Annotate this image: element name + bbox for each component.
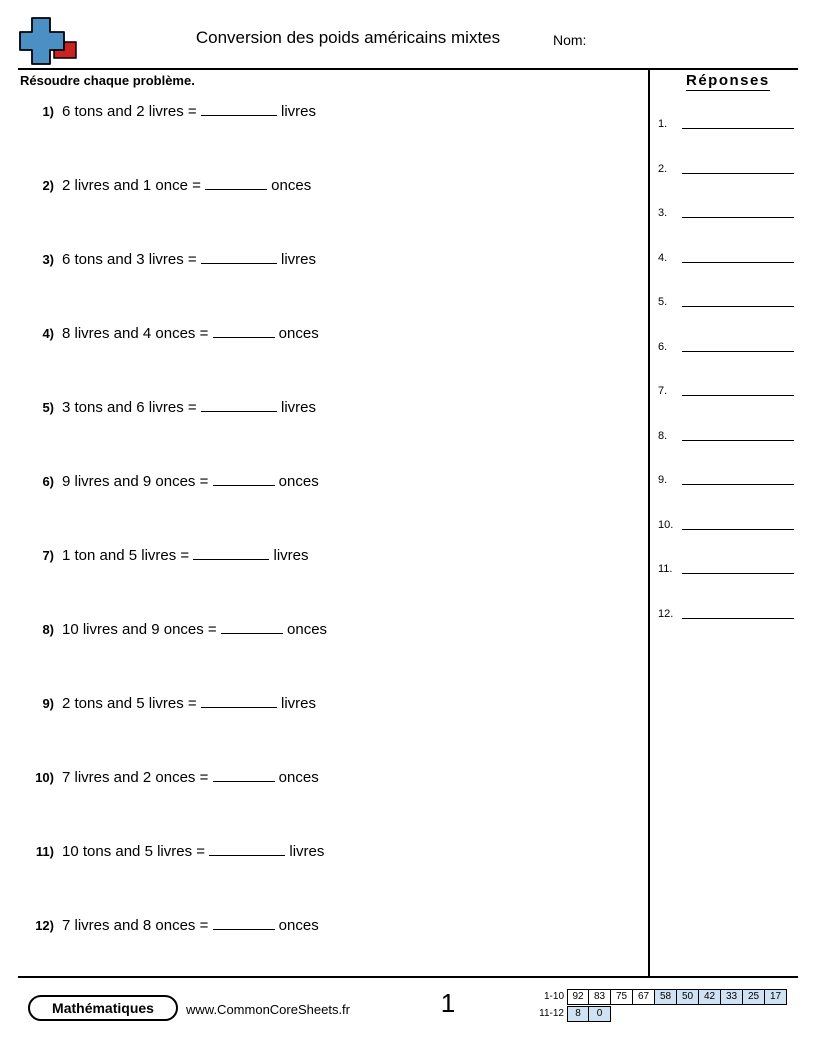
problem-number: 4) bbox=[42, 326, 54, 341]
problem-body bbox=[62, 322, 319, 342]
problem-text: 10 livres and 9 onces = bbox=[62, 621, 221, 638]
problem-unit: onces bbox=[274, 769, 319, 786]
answer-blank-line[interactable] bbox=[682, 306, 794, 307]
problem-item bbox=[20, 392, 630, 466]
answer-key-cell: 75 bbox=[611, 989, 633, 1005]
answer-row bbox=[658, 557, 798, 602]
problem-body bbox=[62, 100, 316, 120]
answer-number: 9. bbox=[658, 474, 668, 486]
answer-blank-line[interactable] bbox=[682, 217, 794, 218]
problem-text: 1 ton and 5 livres = bbox=[62, 547, 194, 564]
page-header bbox=[18, 14, 798, 68]
problem-number: 1) bbox=[42, 104, 54, 119]
answer-blank[interactable] bbox=[201, 248, 277, 264]
answer-key-row bbox=[532, 989, 787, 1005]
problem-body bbox=[62, 396, 316, 416]
answer-key-grid bbox=[532, 989, 787, 1022]
problem-number: 7) bbox=[42, 548, 54, 563]
answers-heading: Réponses bbox=[686, 72, 770, 89]
answer-blank-line[interactable] bbox=[682, 395, 794, 396]
answer-key-row-label: 1-10 bbox=[543, 991, 564, 1002]
problem-number: 3) bbox=[42, 252, 54, 267]
problem-text: 6 tons and 2 livres = bbox=[62, 103, 201, 120]
answer-row bbox=[658, 513, 798, 558]
answer-number: 3. bbox=[658, 207, 668, 219]
problem-number: 6) bbox=[42, 474, 54, 489]
answer-number: 12. bbox=[658, 607, 674, 620]
answer-number: 2. bbox=[658, 162, 668, 175]
problem-number: 5) bbox=[42, 400, 54, 415]
problem-body bbox=[62, 174, 311, 194]
answer-number: 8. bbox=[658, 429, 668, 442]
answer-blank[interactable] bbox=[209, 840, 285, 856]
answer-row bbox=[658, 602, 798, 647]
name-field-label: Nom: bbox=[553, 32, 587, 48]
answer-blank[interactable] bbox=[213, 470, 275, 486]
answer-key-cell: 17 bbox=[765, 989, 787, 1005]
answer-key-cell: 8 bbox=[567, 1006, 589, 1022]
answer-key-row-label: 11-12 bbox=[539, 1008, 564, 1019]
answer-key-row bbox=[532, 1006, 787, 1022]
brand-label: Mathématiques bbox=[52, 1000, 154, 1016]
answer-number: 11. bbox=[658, 563, 673, 575]
problem-item bbox=[20, 170, 630, 244]
answer-blank-line[interactable] bbox=[682, 351, 794, 352]
page-title: Conversion des poids américains mixtes bbox=[195, 28, 501, 47]
problem-item bbox=[20, 614, 630, 688]
answer-row bbox=[658, 246, 798, 291]
problem-number: 8) bbox=[42, 622, 54, 637]
answer-blank[interactable] bbox=[201, 396, 277, 412]
answer-row bbox=[658, 157, 798, 202]
page-footer bbox=[18, 982, 798, 1042]
problem-unit: livres bbox=[269, 547, 309, 564]
problem-item bbox=[20, 244, 630, 318]
answer-blank-line[interactable] bbox=[682, 128, 794, 129]
answer-blank[interactable] bbox=[201, 692, 277, 708]
problem-unit: livres bbox=[285, 843, 325, 860]
answer-blank-line[interactable] bbox=[682, 440, 794, 441]
answer-blank-line[interactable] bbox=[682, 173, 794, 174]
problem-text: 7 livres and 8 onces = bbox=[62, 917, 213, 934]
problem-text: 3 tons and 6 livres = bbox=[62, 399, 201, 416]
answer-row bbox=[658, 290, 798, 335]
problem-unit: onces bbox=[274, 325, 319, 342]
problem-text: 8 livres and 4 onces = bbox=[62, 325, 213, 342]
problem-text: 6 tons and 3 livres = bbox=[62, 251, 201, 268]
problem-unit: onces bbox=[282, 621, 328, 638]
answer-blank[interactable] bbox=[201, 100, 277, 116]
answer-row bbox=[658, 112, 798, 157]
problem-body bbox=[62, 470, 319, 490]
answer-key-cell: 50 bbox=[677, 989, 699, 1005]
problem-number: 11) bbox=[35, 844, 54, 859]
problem-list bbox=[20, 96, 630, 984]
problem-item bbox=[20, 318, 630, 392]
answer-row bbox=[658, 379, 798, 424]
problem-item bbox=[20, 96, 630, 170]
answer-number: 4. bbox=[658, 251, 668, 264]
problem-number: 12) bbox=[35, 918, 54, 933]
site-url: www.CommonCoreSheets.fr bbox=[186, 1002, 350, 1017]
problem-body bbox=[62, 692, 316, 712]
header-divider bbox=[18, 68, 798, 70]
answer-key-cell: 92 bbox=[567, 989, 589, 1005]
problem-body bbox=[62, 544, 309, 564]
instructions-text: Résoudre chaque problème. bbox=[20, 73, 195, 88]
answer-key-cell: 58 bbox=[655, 989, 677, 1005]
answer-blank[interactable] bbox=[213, 322, 275, 338]
problem-text: 2 tons and 5 livres = bbox=[62, 695, 201, 712]
answer-row bbox=[658, 424, 798, 469]
answer-blank[interactable] bbox=[221, 618, 283, 634]
problem-body bbox=[62, 914, 319, 934]
answer-key-cell: 42 bbox=[699, 989, 721, 1005]
problem-text: 7 livres and 2 onces = bbox=[62, 769, 213, 786]
answer-number: 7. bbox=[658, 385, 668, 397]
answer-blank-line[interactable] bbox=[682, 262, 794, 263]
problem-body bbox=[62, 618, 327, 638]
answer-blank[interactable] bbox=[193, 544, 269, 560]
problem-unit: onces bbox=[274, 473, 319, 490]
answer-blank[interactable] bbox=[213, 914, 275, 930]
page-number: 1 bbox=[440, 988, 456, 1018]
answer-key-cell: 33 bbox=[721, 989, 743, 1005]
answer-key-cell: 83 bbox=[589, 989, 611, 1005]
brand-badge bbox=[28, 995, 178, 1021]
answer-number: 10. bbox=[658, 518, 674, 531]
problem-body bbox=[62, 248, 316, 268]
problem-unit: livres bbox=[276, 103, 317, 120]
answer-blank-line[interactable] bbox=[682, 484, 794, 485]
problem-unit: livres bbox=[276, 399, 317, 416]
problem-item bbox=[20, 836, 630, 910]
problem-unit: onces bbox=[267, 177, 312, 194]
answers-list bbox=[658, 112, 798, 646]
answer-blank-line[interactable] bbox=[682, 529, 794, 530]
answer-blank-line[interactable] bbox=[682, 618, 794, 619]
problem-number: 2) bbox=[42, 178, 54, 193]
problem-text: 10 tons and 5 livres = bbox=[62, 843, 210, 860]
answers-column-divider bbox=[648, 68, 650, 976]
answer-blank[interactable] bbox=[213, 766, 275, 782]
problem-number: 10) bbox=[35, 770, 54, 785]
plus-cross-logo-icon bbox=[18, 14, 90, 68]
answer-blank-line[interactable] bbox=[682, 573, 794, 574]
problem-item bbox=[20, 910, 630, 984]
answer-number: 1. bbox=[658, 118, 668, 130]
problem-item bbox=[20, 762, 630, 836]
answer-number: 5. bbox=[658, 296, 668, 308]
answer-row bbox=[658, 335, 798, 380]
problem-unit: onces bbox=[274, 917, 319, 934]
problem-unit: livres bbox=[276, 251, 317, 268]
problem-unit: livres bbox=[276, 695, 317, 712]
problem-item bbox=[20, 466, 630, 540]
answer-row bbox=[658, 201, 798, 246]
answer-key-cell: 25 bbox=[743, 989, 765, 1005]
answer-number: 6. bbox=[658, 340, 668, 353]
problem-text: 2 livres and 1 once = bbox=[62, 177, 206, 194]
answer-key-cell: 0 bbox=[589, 1006, 611, 1022]
problem-item bbox=[20, 688, 630, 762]
problem-item bbox=[20, 540, 630, 614]
answer-row bbox=[658, 468, 798, 513]
problem-body bbox=[62, 766, 319, 786]
problem-number: 9) bbox=[42, 696, 54, 711]
problem-text: 9 livres and 9 onces = bbox=[62, 473, 213, 490]
answer-blank[interactable] bbox=[205, 174, 267, 190]
problem-body bbox=[62, 840, 324, 860]
answer-key-cell: 67 bbox=[633, 989, 655, 1005]
